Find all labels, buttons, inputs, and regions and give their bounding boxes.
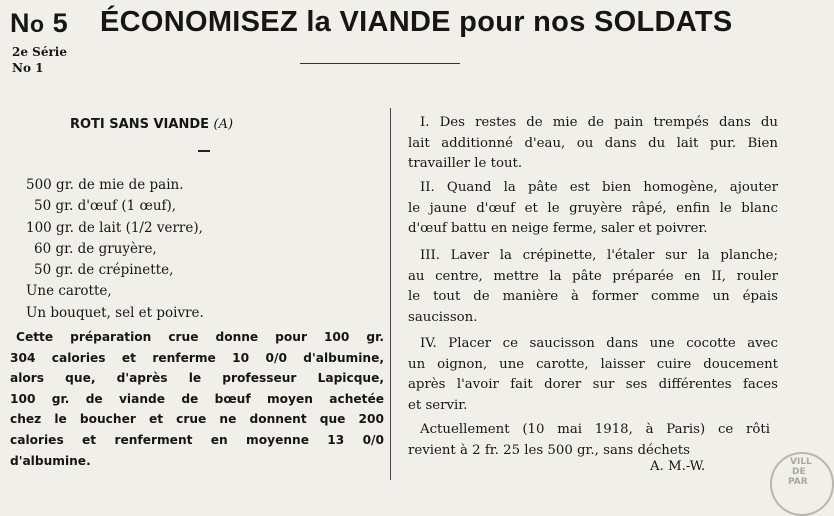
recipe-title: ROTI SANS VIANDE (A) — [70, 117, 234, 132]
ingredient-item: Une carotte, — [26, 283, 112, 300]
stamp-text: VILL DE PAR — [788, 457, 812, 487]
header-divider — [300, 63, 460, 64]
price-note: Actuellement (10 mai 1918, à Paris) ce rôti revient à 2 fr. 25 les 500 gr., sans déchets — [408, 422, 770, 458]
column-divider — [390, 108, 391, 480]
ingredient-list — [26, 175, 204, 324]
ingredient-item: 500 gr. de mie de pain. — [26, 177, 184, 193]
step-2: II. Quand la pâte est bien homogène, ajouter le jaune d'œuf et le gruyère râpé, enfin le blanc d'œuf battu en neige ferme, saler et poivrer. — [408, 180, 778, 237]
step-1: I. Des restes de mie de pain trempés dans du lait additionné d'eau, ou dans du lait pur. Bien travailler le tout. — [408, 115, 778, 172]
step-3: III. Laver la crépinette, l'étaler sur la planche; au centre, mettre la pâte préparée en II, rouler le tout de manière à former comme un épais saucisson. — [408, 248, 778, 325]
ingredient-item: 50 gr. d'œuf (1 œuf), — [34, 198, 177, 215]
headline: ÉCONOMISEZ la VIANDE pour nos SOLDATS — [100, 6, 733, 38]
series-label: 2e Série No 1 — [12, 45, 67, 75]
title-dash — [198, 150, 210, 152]
signature: A. M.-W. — [650, 459, 706, 474]
ingredient-item: 100 gr. de lait (1/2 verre), — [26, 219, 203, 236]
ingredient-item: 60 gr. de gruyère, — [34, 240, 157, 257]
poster-number: No 5 — [10, 8, 69, 38]
nutrition-paragraph: Cette préparation crue donne pour 100 gr. 304 calories et renferme 10 0/0 d'albumine, alors que, d'après le professeur Lapicque, 100 gr. de viande de bœuf moyen achetée chez le boucher et crue ne donnent que 200 calories et renferment en moyenne 13 0/0 d'albumine. — [10, 330, 384, 468]
step-4: IV. Placer ce saucisson dans une cocotte avec un oignon, une carotte, laisser cuire doucement après l'avoir fait dorer sur ses différentes faces et servir. — [408, 336, 778, 413]
ingredient-item: 50 gr. de crépinette, — [34, 262, 174, 279]
ingredient-item: Un bouquet, sel et poivre. — [26, 304, 204, 321]
